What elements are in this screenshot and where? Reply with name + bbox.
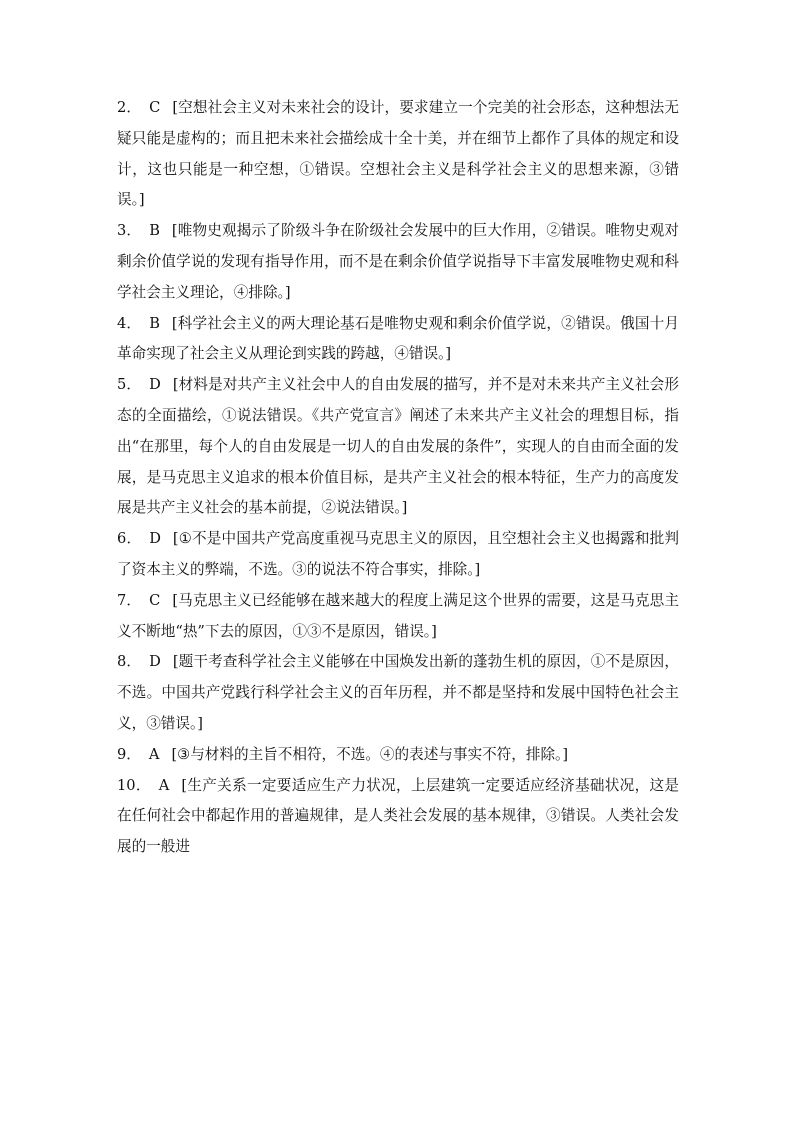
- answer-number: 2．: [117, 99, 142, 116]
- answer-number: 3．: [117, 222, 142, 240]
- answer-explanation: [材料是对共产主义社会中人的自由发展的描写，并不是对未来共产主义社会形态的全面描绘，①说法错误。《共产党宣言》阐述了未来共产主义社会的理想目标，指出“在那里，每个人的自由发展是一切人的自由发展的条件”，实现人的自由而全面的发展，是马克思主义追求的根本价值目标，是共产主义社会的根本特征，生产力的高度发展是共产主义社会的基本前提，②说法错误。]: [117, 376, 679, 517]
- answer-item-4: [117, 309, 679, 371]
- answer-item-8: [117, 647, 679, 739]
- answer-explanation: [马克思主义已经能够在越来越大的程度上满足这个世界的需要，这是马克思主义不断地“热”下去的原因，①③不是原因，错误。]: [117, 591, 679, 640]
- answer-item-7: [117, 586, 679, 648]
- answer-number: 8．: [117, 653, 142, 671]
- answer-item-3: [117, 216, 679, 308]
- answer-number: 10．: [117, 776, 151, 794]
- answer-number: 4．: [117, 314, 142, 332]
- answer-item-6: [117, 524, 679, 586]
- answer-number: 9．: [117, 745, 141, 763]
- answer-explanation: [唯物史观揭示了阶级斗争在阶级社会发展中的巨大作用，②错误。唯物史观对剩余价值学说的发现有指导作用，而不是在剩余价值学说指导下丰富发展唯物史观和科学社会主义理论，④排除。]: [117, 222, 679, 301]
- answer-explanation: [题干考查科学社会主义能够在中国焕发出新的蓬勃生机的原因，①不是原因，不选。中国共产党践行科学社会主义的百年历程，并不都是坚持和发展中国特色社会主义，③错误。]: [117, 653, 679, 732]
- answer-explanation: [空想社会主义对未来社会的设计，要求建立一个完美的社会形态，这种想法无疑只能是虚构的；而且把未来社会描绘成十全十美，并在细节上都作了具体的规定和设计，这也只能是一种空想，①错误。空想社会主义是科学社会主义的思想来源，③错误。]: [117, 99, 679, 209]
- answer-number: 7．: [117, 591, 142, 609]
- answer-explanation: [①不是中国共产党高度重视马克思主义的原因，且空想社会主义也揭露和批判了资本主义的弊端，不选。③的说法不符合事实，排除。]: [117, 530, 679, 578]
- answer-number: 5．: [117, 376, 142, 394]
- answer-item-9: [117, 740, 679, 771]
- answer-option: D: [149, 376, 161, 394]
- answer-explanation: [③与材料的主旨不相符，不选。④的表述与事实不符，排除。]: [171, 745, 569, 763]
- answer-item-5: [117, 370, 679, 524]
- answer-number: 6．: [117, 530, 142, 548]
- answer-option: B: [149, 314, 160, 332]
- answer-option: C: [149, 591, 161, 609]
- answer-option: C: [149, 99, 161, 116]
- answer-option: A: [148, 745, 160, 763]
- answer-option: D: [149, 530, 161, 548]
- answer-list: [117, 93, 679, 863]
- answer-item-2: [117, 93, 679, 216]
- answer-explanation: [生产关系一定要适应生产力状况，上层建筑一定要适应经济基础状况，这是在任何社会中都起作用的普遍规律，是人类社会发展的基本规律，③错误。人类社会发展的一般进: [117, 776, 679, 856]
- answer-item-10: [117, 771, 679, 863]
- answer-option: A: [158, 776, 170, 794]
- answer-option: B: [149, 222, 160, 240]
- answer-option: D: [149, 653, 161, 671]
- answer-explanation: [科学社会主义的两大理论基石是唯物史观和剩余价值学说，②错误。俄国十月革命实现了社会主义从理论到实践的跨越，④错误。]: [117, 314, 679, 363]
